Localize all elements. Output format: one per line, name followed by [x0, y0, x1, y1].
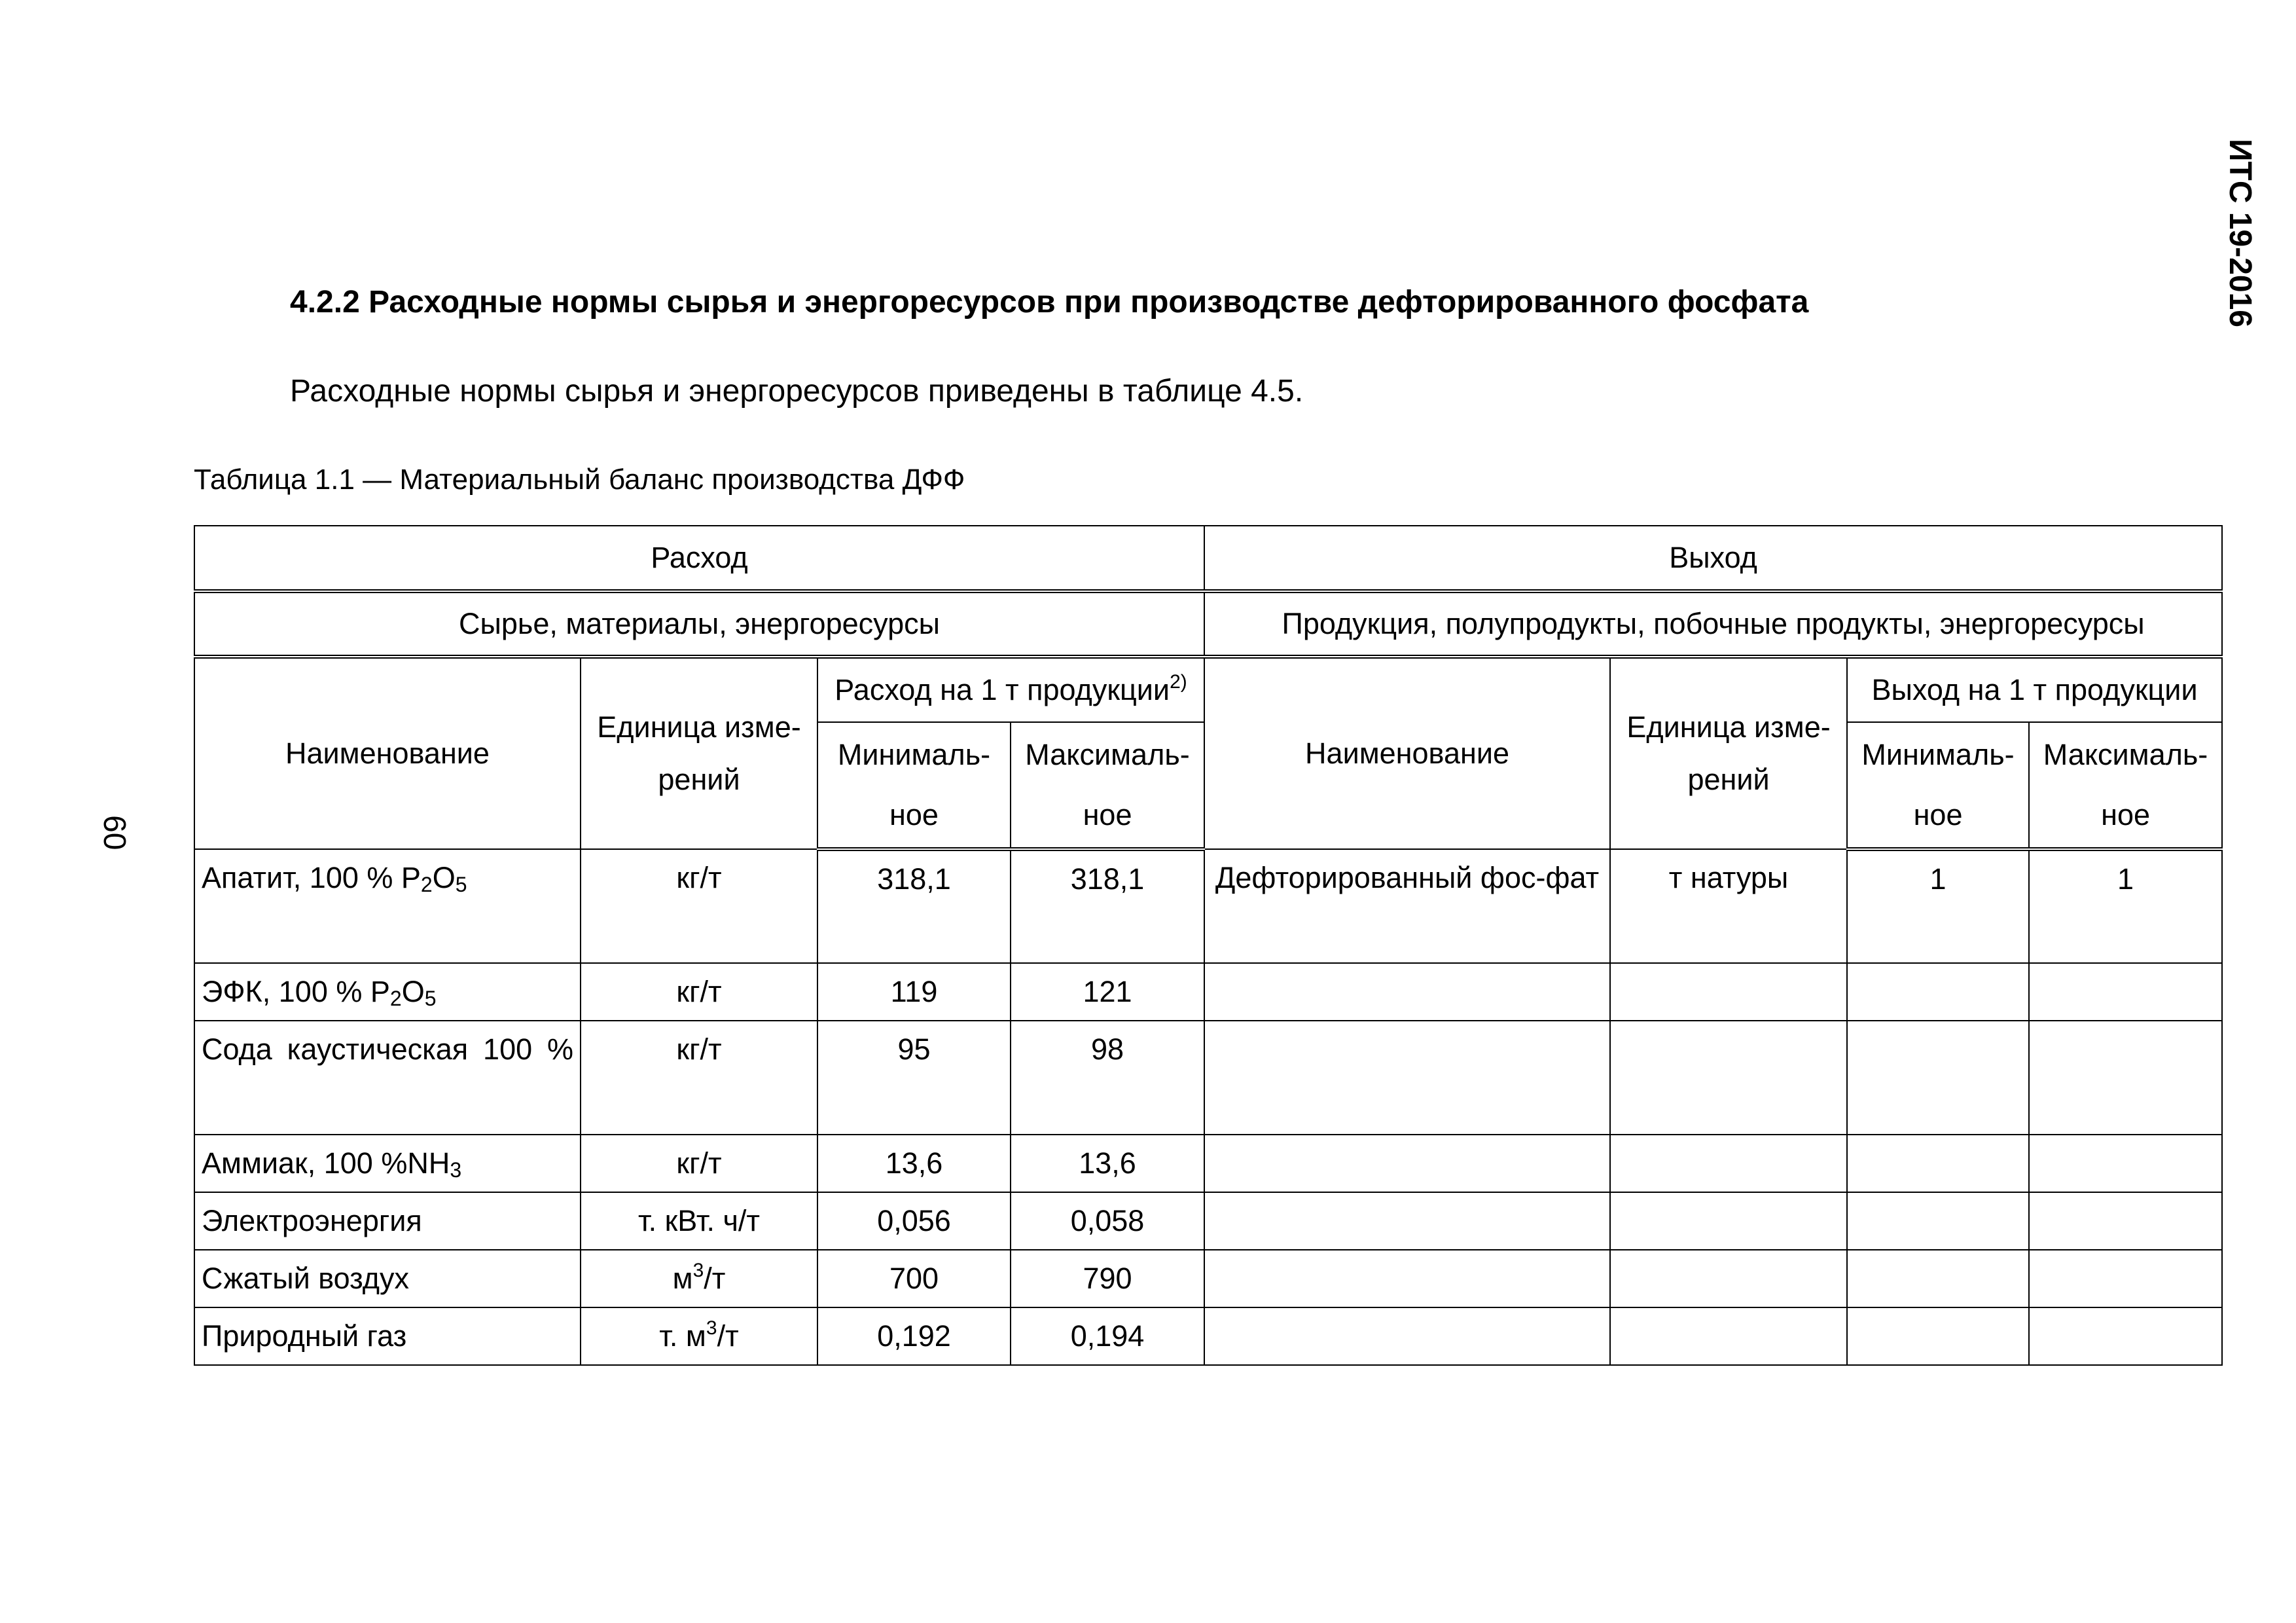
row-output-unit — [1610, 1250, 1847, 1307]
page-number: 60 — [97, 815, 132, 850]
unit-text: т. м — [659, 1319, 706, 1353]
row-name-text: Сода каустическая 100 % — [202, 1032, 573, 1066]
subscript: 2 — [389, 987, 402, 1010]
row-min: 119 — [817, 963, 1011, 1021]
row-output-min: 1 — [1847, 849, 2029, 963]
header-input-rate-note: 2) — [1170, 671, 1187, 693]
row-max: 121 — [1011, 963, 1204, 1021]
row-unit: кг/т — [581, 849, 817, 963]
table-row — [194, 1021, 2222, 1135]
header-input-rate-text: Расход на 1 т продукции — [834, 673, 1170, 706]
row-name: Электроэнергия — [194, 1192, 581, 1250]
row-min: 0,192 — [817, 1307, 1011, 1365]
row-max: 318,1 — [1011, 849, 1204, 963]
row-output-min — [1847, 1250, 2029, 1307]
row-output-name: Дефторированный фос-фат — [1204, 849, 1610, 963]
row-output-min — [1847, 1307, 2029, 1365]
row-output-min — [1847, 1192, 2029, 1250]
header-output-group: Выход — [1204, 526, 2222, 591]
row-min: 0,056 — [817, 1192, 1011, 1250]
row-output-max — [2029, 1135, 2222, 1192]
row-output-name — [1204, 1250, 1610, 1307]
subscript: 3 — [450, 1158, 462, 1182]
table-row — [194, 963, 2222, 1021]
row-name-text: Апатит, 100 % P — [202, 861, 421, 894]
row-name: Сжатый воздух — [194, 1250, 581, 1307]
material-balance-table — [194, 525, 2223, 1366]
row-min: 318,1 — [817, 849, 1011, 963]
header-input-rate — [817, 657, 1204, 722]
row-name — [194, 963, 581, 1021]
row-output-unit — [1610, 1307, 1847, 1365]
header-output-subgroup: Продукция, полупродукты, побочные продукты, энергоресурсы — [1204, 591, 2222, 657]
header-output-rate: Выход на 1 т продукции — [1847, 657, 2222, 722]
row-output-max — [2029, 1021, 2222, 1135]
header-output-name: Наименование — [1204, 657, 1610, 849]
subscript: 5 — [424, 987, 437, 1010]
table-row — [194, 1307, 2222, 1365]
row-max: 790 — [1011, 1250, 1204, 1307]
row-min: 700 — [817, 1250, 1011, 1307]
header-input-name: Наименование — [194, 657, 581, 849]
row-max: 13,6 — [1011, 1135, 1204, 1192]
header-input-min: Минималь-ное — [817, 722, 1011, 849]
row-unit — [581, 1307, 817, 1365]
unit-text: /т — [717, 1319, 739, 1353]
row-output-unit — [1610, 963, 1847, 1021]
intro-paragraph: Расходные нормы сырья и энергоресурсов приведены в таблице 4.5. — [290, 374, 1304, 409]
row-output-max — [2029, 1192, 2222, 1250]
row-unit: т. кВт. ч/т — [581, 1192, 817, 1250]
row-output-min — [1847, 963, 2029, 1021]
row-output-unit — [1610, 1135, 1847, 1192]
row-output-unit — [1610, 1192, 1847, 1250]
row-output-name — [1204, 1135, 1610, 1192]
row-max: 98 — [1011, 1021, 1204, 1135]
header-output-max: Максималь-ное — [2029, 722, 2222, 849]
row-output-min — [1847, 1135, 2029, 1192]
header-input-max: Максималь-ное — [1011, 722, 1204, 849]
row-name — [194, 1021, 581, 1135]
row-output-max — [2029, 1250, 2222, 1307]
row-min: 13,6 — [817, 1135, 1011, 1192]
row-name: Природный газ — [194, 1307, 581, 1365]
row-output-name — [1204, 963, 1610, 1021]
row-output-name — [1204, 1021, 1610, 1135]
row-unit: кг/т — [581, 1135, 817, 1192]
unit-text: /т — [704, 1262, 726, 1295]
row-unit: кг/т — [581, 1021, 817, 1135]
row-output-max — [2029, 1307, 2222, 1365]
row-output-unit — [1610, 1021, 1847, 1135]
row-output-name — [1204, 1192, 1610, 1250]
row-name — [194, 849, 581, 963]
superscript: 3 — [692, 1260, 704, 1281]
row-max: 0,058 — [1011, 1192, 1204, 1250]
subscript: 2 — [420, 873, 433, 896]
row-name-text: ЭФК, 100 % P — [202, 975, 390, 1008]
table-row — [194, 849, 2222, 963]
header-output-min: Минималь-ное — [1847, 722, 2029, 849]
header-input-group: Расход — [194, 526, 1204, 591]
header-output-unit: Единица изме-рений — [1610, 657, 1847, 849]
subscript: 5 — [455, 873, 467, 896]
row-name-text: O — [401, 975, 425, 1008]
row-name-text: Аммиак, 100 %NH — [202, 1146, 450, 1180]
table-caption: Таблица 1.1 — Материальный баланс производства ДФФ — [194, 464, 965, 496]
document-code: ИТС 19-2016 — [2223, 139, 2257, 327]
row-output-max — [2029, 963, 2222, 1021]
row-output-name — [1204, 1307, 1610, 1365]
table-row — [194, 1192, 2222, 1250]
unit-text: м — [672, 1262, 693, 1295]
row-name — [194, 1135, 581, 1192]
row-output-min — [1847, 1021, 2029, 1135]
section-heading: 4.2.2 Расходные нормы сырья и энергоресурсов при производстве дефторированного фосфата — [290, 285, 1809, 319]
row-max: 0,194 — [1011, 1307, 1204, 1365]
row-output-max: 1 — [2029, 849, 2222, 963]
row-output-unit: т натуры — [1610, 849, 1847, 963]
row-unit — [581, 1250, 817, 1307]
row-name-text: O — [432, 861, 456, 894]
header-input-subgroup: Сырье, материалы, энергоресурсы — [194, 591, 1204, 657]
table-row — [194, 1250, 2222, 1307]
superscript: 3 — [706, 1317, 717, 1339]
table-row — [194, 1135, 2222, 1192]
row-min: 95 — [817, 1021, 1011, 1135]
header-input-unit: Единица изме-рений — [581, 657, 817, 849]
row-unit: кг/т — [581, 963, 817, 1021]
